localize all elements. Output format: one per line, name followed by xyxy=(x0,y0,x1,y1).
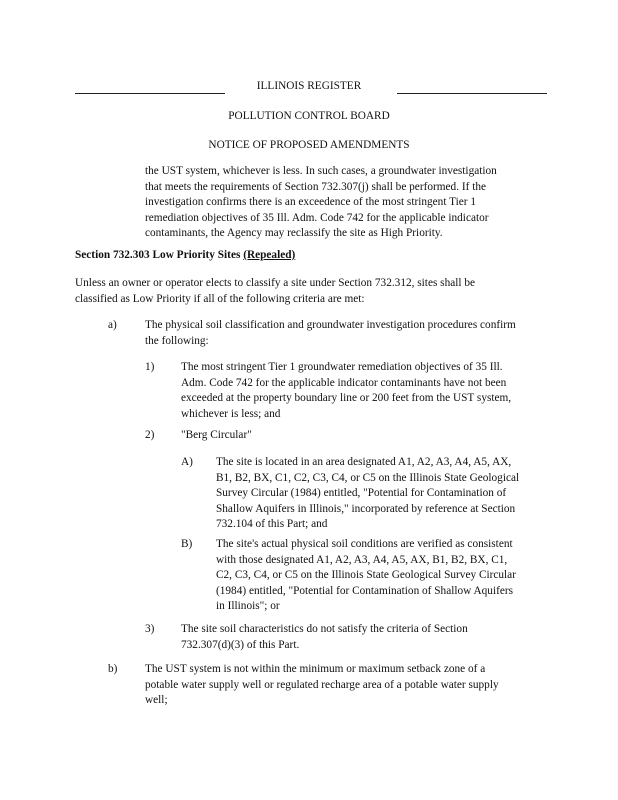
text-line: (1984) entitled, "Potential for Contamination of Shallow Aquifers xyxy=(216,584,514,597)
text-line: exceeded at the property boundary line or 200 feet from the UST system, xyxy=(181,392,512,405)
item-3-label: 3) xyxy=(145,623,155,635)
item-a-text xyxy=(145,318,545,349)
text-line: Unless an owner or operator elects to classify a site under Section 732.312, sites shall be xyxy=(75,277,475,289)
section-heading xyxy=(75,248,295,264)
text-line: remediation objectives of 35 Ill. Adm. Code 742 for the applicable indicator xyxy=(145,211,489,224)
text-line: in Illinois"; or xyxy=(216,600,280,613)
item-a-label: a) xyxy=(108,319,117,331)
text-line: contaminants, the Agency may reclassify the site as High Priority. xyxy=(145,227,443,240)
board-title: POLLUTION CONTROL BOARD xyxy=(228,110,390,122)
text-line: with those designated A1, A2, A3, A4, A5, AX, B1, B2, BX, C1, xyxy=(216,553,508,566)
item-B-text xyxy=(216,537,546,615)
unless-paragraph xyxy=(75,276,545,307)
text-line: The site's actual physical soil conditions are verified as consistent xyxy=(216,538,513,550)
text-line: The site soil characteristics do not satisfy the criteria of Section xyxy=(181,623,468,635)
notice-title: NOTICE OF PROPOSED AMENDMENTS xyxy=(208,139,410,151)
text-line: that meets the requirements of Section 732.307(j) shall be performed. If the xyxy=(145,180,486,193)
text-line: investigation confirms there is an exceedence of the most stringent Tier 1 xyxy=(145,196,476,209)
register-title: ILLINOIS REGISTER xyxy=(256,80,362,92)
text-line: 732.307(d)(3) of this Part. xyxy=(181,638,300,651)
item-B-label: B) xyxy=(181,538,193,550)
intro-paragraph xyxy=(145,164,545,242)
text-line: the following: xyxy=(145,334,209,347)
text-line: whichever is less; and xyxy=(181,407,281,420)
text-line: Adm. Code 742 for the applicable indicator contaminants have not been xyxy=(181,376,507,389)
text-line: The physical soil classification and groundwater investigation procedures confirm xyxy=(145,319,516,331)
text-line: The site is located in an area designated A1, A2, A3, A4, A5, AX, xyxy=(216,456,512,468)
item-A-label: A) xyxy=(181,456,193,468)
text-line: B1, B2, BX, C1, C2, C3, C4, or C5 on the Illinois State Geological xyxy=(216,471,520,484)
text-line: potable water supply well or regulated recharge area of a potable water supply xyxy=(145,678,499,691)
text-line: C2, C3, C4, or C5 on the Illinois State Geological Survey Circular xyxy=(216,569,516,582)
item-3-text xyxy=(181,622,541,653)
item-1-label: 1) xyxy=(145,361,155,373)
item-A-text xyxy=(216,455,546,533)
item-b-text xyxy=(145,662,545,709)
section-title: Section 732.303 Low Priority Sites xyxy=(75,249,241,261)
item-2-label: 2) xyxy=(145,429,155,441)
text-line: The most stringent Tier 1 groundwater remediation objectives of 35 Ill. xyxy=(181,361,503,373)
item-b-label: b) xyxy=(108,663,118,675)
text-line: The UST system is not within the minimum or maximum setback zone of a xyxy=(145,663,486,675)
text-line: classified as Low Priority if all of the following criteria are met: xyxy=(75,292,365,305)
text-line: 732.104 of this Part; and xyxy=(216,518,328,531)
text-line: Shallow Aquifers in Illinois," incorporated by reference at Section xyxy=(216,502,516,515)
text-line: Survey Circular (1984) entitled, "Potential for Contamination of xyxy=(216,487,507,500)
text-line: the UST system, whichever is less. In such cases, a groundwater investigation xyxy=(145,165,497,177)
header-rule-right xyxy=(397,93,547,94)
text-line: well; xyxy=(145,694,168,707)
repealed-label: (Repealed) xyxy=(243,249,296,261)
item-1-text xyxy=(181,360,541,422)
item-2-text: "Berg Circular" xyxy=(181,429,252,441)
